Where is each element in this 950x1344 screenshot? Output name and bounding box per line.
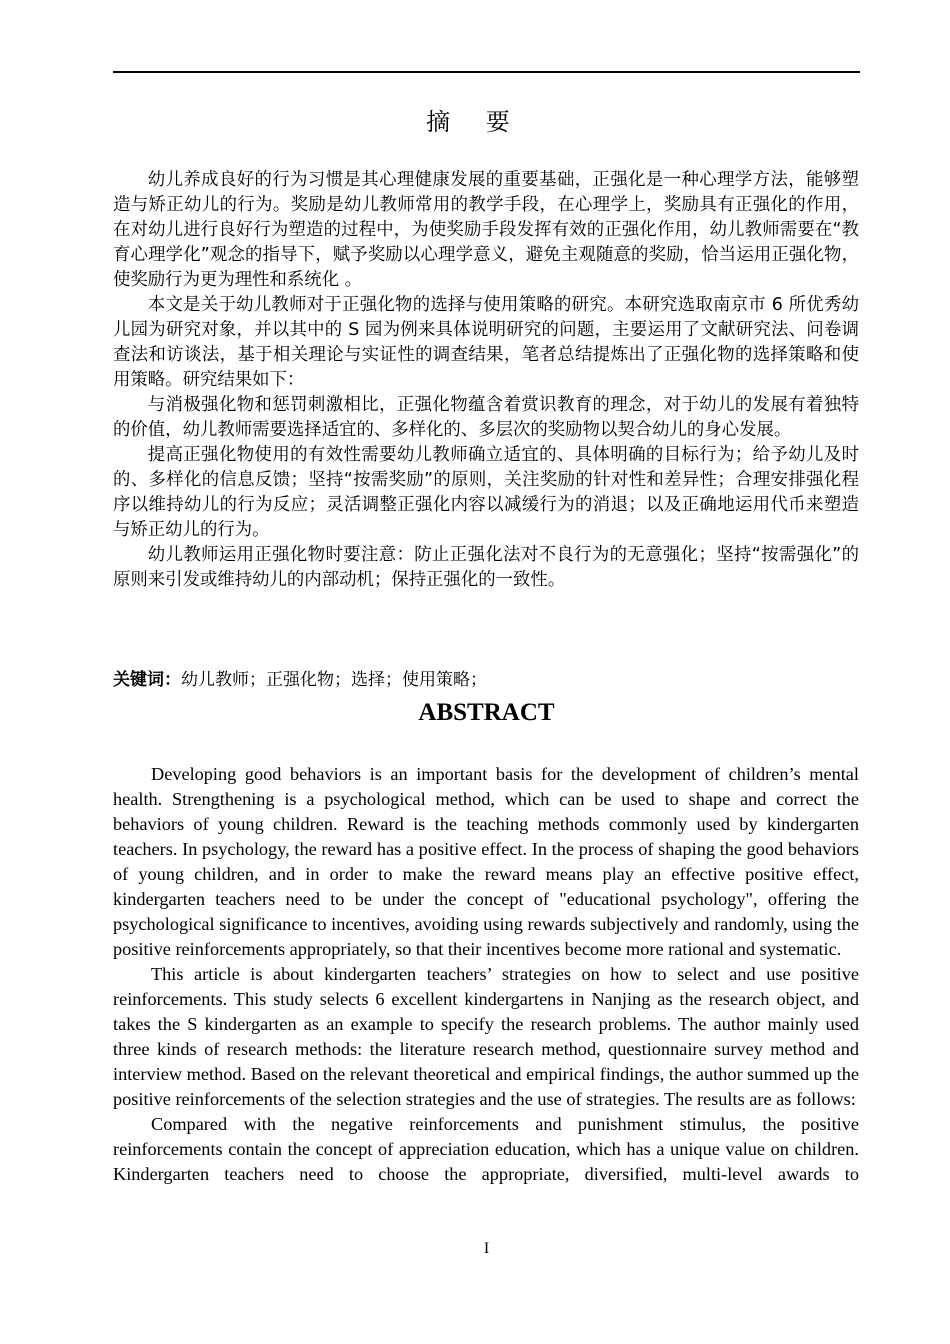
keywords — [113, 665, 487, 690]
abstract-en-body — [113, 762, 859, 1187]
paragraph: This article is about kindergarten teachers’ strategies on how to select and use positive reinforcements. This study selects 6 excellent kindergartens in Nanjing as the research object, and takes the S kindergarten as an example to specify the research problems. The author mainly used three kinds of research methods: the literature research method, questionnaire survey method and interview method. Based on the relevant theoretical and empirical findings, the author summed up the positive reinforcements of the selection strategies and the use of strategies. The results are as follows: — [113, 964, 859, 1109]
paragraph: Compared with the negative reinforcements and punishment stimulus, the positive reinforcements contain the concept of appreciation education, which has a unique value on children. Kindergarten teachers need to choose the appropriate, diversified, multi-level awards to — [113, 1114, 859, 1184]
paragraph: 与消极强化物和惩罚刺激相比，正强化物蕴含着赏识教育的理念，对于幼儿的发展有着独特的价值，幼儿教师需要选择适宜的、多样化的、多层次的奖励物以契合幼儿的身心发展。 — [113, 395, 859, 440]
abstract-cn-title: 摘 要 — [426, 108, 524, 136]
abstract-cn-body — [113, 168, 859, 593]
paragraph: 提高正强化物使用的有效性需要幼儿教师确立适宜的、具体明确的目标行为；给予幼儿及时的、多样化的信息反馈；坚持“按需奖励”的原则，关注奖励的针对性和差异性；合理安排强化程序以维持幼儿的行为反应；灵活调整正强化内容以减缓行为的消退；以及正确地运用代币来塑造与矫正幼儿的行为。 — [113, 445, 859, 540]
keywords-text: 幼儿教师；正强化物；选择；使用策略； — [181, 670, 487, 690]
keywords-label: 关键词： — [113, 670, 181, 690]
paragraph: 幼儿教师运用正强化物时要注意：防止正强化法对不良行为的无意强化；坚持“按需强化”的原则来引发或维持幼儿的内部动机；保持正强化的一致性。 — [113, 545, 859, 590]
page-number: I — [483, 1240, 490, 1257]
paragraph: 幼儿养成良好的行为习惯是其心理健康发展的重要基础，正强化是一种心理学方法，能够塑造与矫正幼儿的行为。奖励是幼儿教师常用的教学手段，在心理学上，奖励具有正强化的作用，在对幼儿进行良好行为塑造的过程中，为使奖励手段发挥有效的正强化作用，幼儿教师需要在“教育心理学化”观念的指导下，赋予奖励以心理学意义，避免主观随意的奖励，恰当运用正强化物，使奖励行为更为理性和系统化 。 — [113, 170, 859, 290]
abstract-en-title: ABSTRACT — [418, 699, 555, 726]
header-rule — [113, 71, 860, 73]
paragraph: 本文是关于幼儿教师对于正强化物的选择与使用策略的研究。本研究选取南京市 6 所优秀幼儿园为研究对象，并以其中的 S 园为例来具体说明研究的问题，主要运用了文献研究法、问卷调查法和访谈法，基于相关理论与实证性的调查结果，笔者总结提炼出了正强化物的选择策略和使用策略。研究结果如下： — [113, 295, 859, 390]
paragraph: Developing good behaviors is an important basis for the development of children’s mental health. Strengthening is a psychological method, which can be used to shape and correct the behaviors of young children. Reward is the teaching methods commonly used by kindergarten teachers. In psychology, the reward has a positive effect. In the process of shaping the good behaviors of young children, and in order to make the reward means play an effective positive effect, kindergarten teachers need to be under the concept of "educational psychology", offering the psychological significance to incentives, avoiding using rewards subjectively and randomly, using the positive reinforcements appropriately, so that their incentives become more rational and systematic. — [113, 764, 859, 959]
